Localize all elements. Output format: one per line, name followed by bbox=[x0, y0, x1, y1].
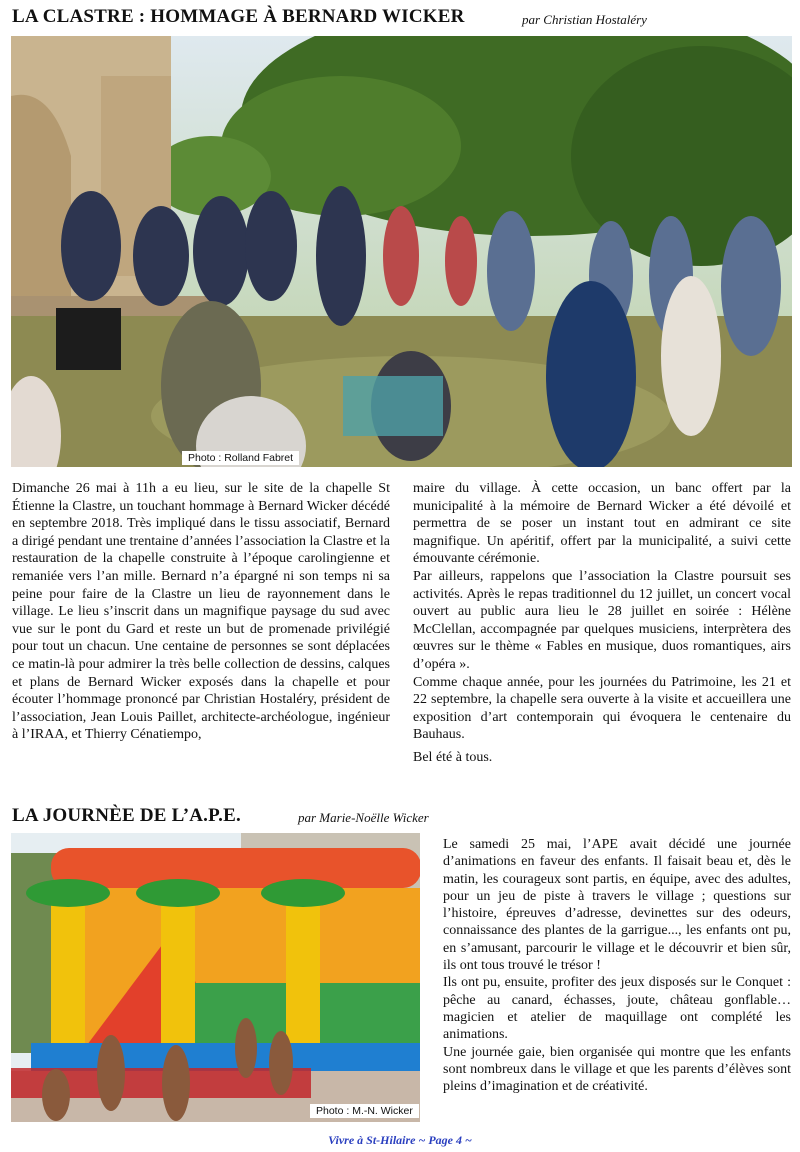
article1-paragraph: Par ailleurs, rappelons que l’association la Clastre poursuit ses activités. Après le repas traditionnel du 12 juillet, un concert vocal ouvert au public aura lieu le 28 juillet en soirée : Hélène McClellan, accompagnée par quelques musiciens, interprètera des œuvres sur le thème « Fables en musique, duos romantiques, airs d’opéra ». bbox=[413, 568, 791, 672]
article2-photo-credit: Photo : M.-N. Wicker bbox=[310, 1104, 419, 1118]
article1-paragraph: Dimanche 26 mai à 11h a eu lieu, sur le site de la chapelle St Étienne la Clastre, un touchant hommage à Bernard Wicker décédé en septembre 2018. Très impliqué dans le tissu associatif, Bernard a dirigé pendant une trentaine d’années l’association la Clastre et la restauration de la chapelle construite à l’époque carolingienne et remaniée vers l’an mille. Bernard n’a épargné ni son temps ni sa peine pour faire de la Clastre un lieu de rayonnement dans le village. Le lieu s’inscrit dans un magnifique paysage du sud avec vue sur le pont du Gard et reste un but de promenade privilégié pour tout un chacun. Une centaine de personnes se sont déplacées ce matin-là pour admirer la très belle collection de dessins, calques et plans de Bernard Wicker exposés dans la chapelle et pour écouter l’hommage prononcé par Christian Hostaléry, président de l’association, Jean Louis Paillet, architecte-archéologue, ingénieur à l’IRAA, et Thierry Cénatiempo, bbox=[12, 481, 390, 743]
article1-title: LA CLASTRE : HOMMAGE À BERNARD WICKER bbox=[12, 6, 465, 27]
article1-column-1 bbox=[12, 480, 390, 744]
article2-paragraph: Une journée gaie, bien organisée qui montre que les enfants sont nombreux dans le village et que les parents d’élèves sont pleins d’imagination et de créativité. bbox=[443, 1044, 791, 1095]
page-footer: Vivre à St-Hilaire ~ Page 4 ~ bbox=[328, 1133, 472, 1147]
article1-column-2 bbox=[413, 480, 791, 767]
article1-byline: par Christian Hostaléry bbox=[522, 12, 647, 27]
article2-byline: par Marie-Noëlle Wicker bbox=[298, 810, 429, 825]
article2-column bbox=[443, 836, 791, 1095]
article1-paragraph: Comme chaque année, pour les journées du Patrimoine, les 21 et 22 septembre, la chapelle sera ouverte à la visite et accueillera une exposition d’art contemporain qui évoquera le centenaire du Bauhaus. bbox=[413, 674, 791, 743]
article1-closing: Bel été à tous. bbox=[413, 749, 493, 765]
article2-paragraph: Ils ont pu, ensuite, profiter des jeux disposés sur le Conquet : pêche au canard, échasses, joute, château gonflable… magicien et atelier de maquillage ont complété les animations. bbox=[443, 975, 791, 1043]
article2-photo bbox=[11, 833, 420, 1122]
article1-photo-credit: Photo : Rolland Fabret bbox=[182, 451, 299, 465]
article1-photo bbox=[11, 36, 792, 467]
article2-paragraph: Le samedi 25 mai, l’APE avait décidé une journée d’animations en faveur des enfants. Il faisait beau et, dès le matin, les courageux sont partis, en équipe, avec des adultes, pour un jeu de piste à travers le village ; questions sur l’histoire, épreuves d’adresse, devinettes sur des odeurs, connaissance des plantes de la garrigue..., les enfants ont pu, en s’amusant, parcourir le village et le découvrir et bien sûr, ils ont tous trouvé le trésor ! bbox=[443, 837, 791, 974]
article1-paragraph: maire du village. À cette occasion, un banc offert par la municipalité à la mémoire de Bernard Wicker a été dévoilé et permettra de se poser un instant tout en admirant ce site magnifique. Un apéritif, offert par la municipalité, a suivi cette émouvante cérémonie. bbox=[413, 481, 791, 567]
article2-title: LA JOURNÈE DE L’A.P.E. bbox=[12, 805, 241, 826]
